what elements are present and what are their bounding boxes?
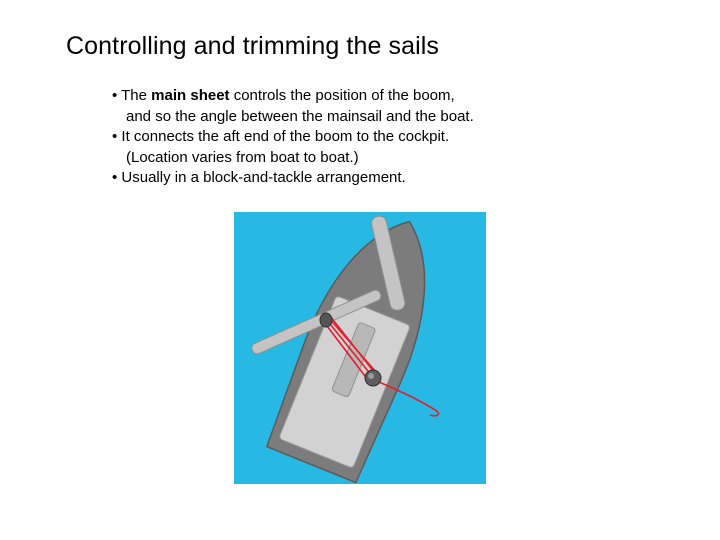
- main-sheet-term: main sheet: [151, 87, 230, 104]
- boat-diagram: [234, 212, 486, 484]
- boat-diagram-svg: [234, 212, 486, 484]
- bullet-1-prefix: • The: [112, 87, 152, 104]
- bullet-connection-continued: (Location varies from boat to boat.): [126, 148, 359, 166]
- slide-title: Controlling and trimming the sails: [66, 32, 440, 60]
- bullet-block-and-tackle: • Usually in a block-and-tackle arrangement.: [112, 169, 406, 186]
- bullet-connection: • It connects the aft end of the boom to the cockpit.: [112, 128, 450, 145]
- cockpit-block-highlight: [368, 373, 374, 379]
- bullet-main-sheet-continued: and so the angle between the mainsail and the boat.: [126, 107, 474, 125]
- bullet-1-suffix: controls the position of the boom,: [229, 87, 455, 104]
- boom-block: [320, 313, 332, 327]
- bullet-main-sheet: [112, 86, 632, 107]
- bullet-list: [112, 86, 632, 189]
